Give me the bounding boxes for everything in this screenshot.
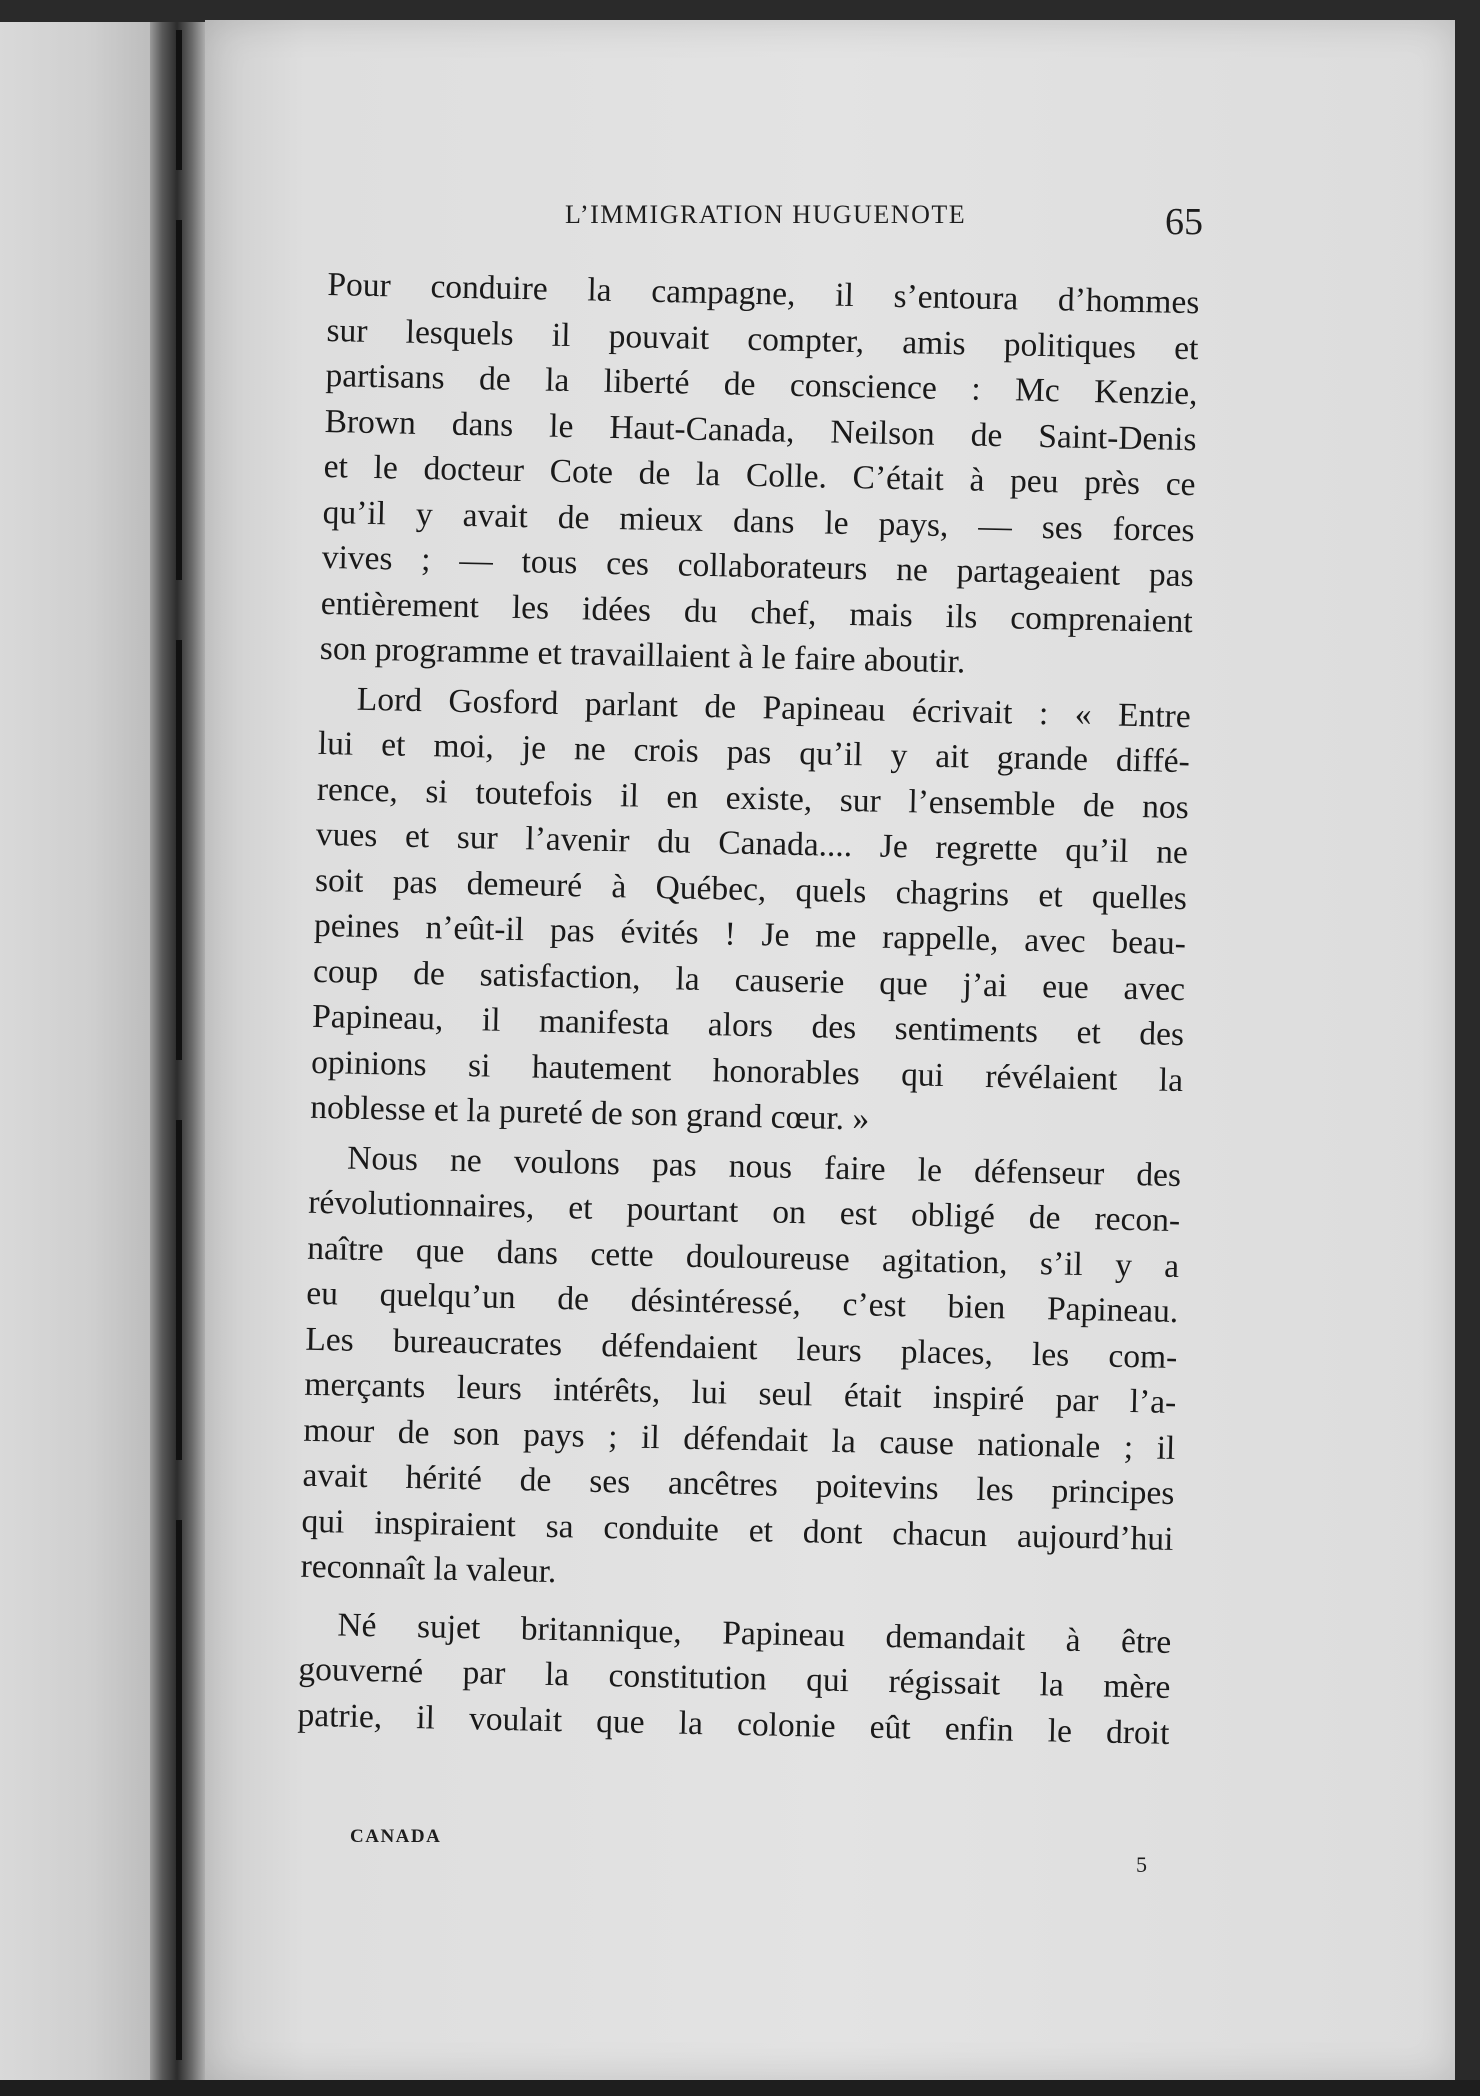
text-line: Nous ne voulons pas nous faire le défenseur des <box>346 1139 1182 1194</box>
text-line: sur lesquels il pouvait compter, amis politiques et <box>326 311 1199 367</box>
text-line: noblesse et la pureté de son grand cœur. » <box>309 1088 870 1138</box>
paragraph <box>310 675 1191 1148</box>
page-number: 65 <box>1165 201 1203 243</box>
text-line: avait hérité de ses ancêtres poitevins les principes <box>302 1456 1175 1512</box>
text-line: soit pas demeuré à Québec, quels chagrins et quelles <box>314 861 1188 917</box>
text-line: Né sujet britannique, Papineau demandait à être <box>337 1606 1172 1661</box>
text-line: Pour conduire la campagne, il s’entoura d’hommes <box>327 265 1200 322</box>
sheet-signature-number: 5 <box>1136 1852 1147 1877</box>
text-line: qu’il y avait de mieux dans le pays, — ses forces <box>322 493 1195 549</box>
facing-page-edge <box>0 0 150 2096</box>
text-line: son programme et travaillaient à le faire aboutir. <box>319 629 966 681</box>
text-line: naître que dans cette douloureuse agitation, s’il y a <box>306 1229 1180 1285</box>
running-head: L’IMMIGRATION HUGUENOTE <box>565 200 967 229</box>
text-line: merçants leurs intérêts, lui seul était inspiré par l’a- <box>304 1365 1177 1422</box>
text-line: et le docteur Cote de la Colle. C’était à peu près ce <box>323 447 1196 504</box>
text-line: qui inspiraient sa conduite et dont chacun aujourd’hui <box>301 1502 1174 1558</box>
text-line: vues et sur l’avenir du Canada.... Je regrette qu’il ne <box>315 815 1189 872</box>
binding-stitch <box>176 640 182 1060</box>
text-line: rence, si toutefois il en existe, sur l’ensemble de nos <box>316 770 1190 826</box>
binding-stitch <box>176 1520 182 2060</box>
scan-top-edge <box>0 0 1480 22</box>
paragraph <box>297 1601 1172 1756</box>
text-line: lui et moi, je ne crois pas qu’il y ait grande diffé- <box>317 724 1191 781</box>
text-line: Lord Gosford parlant de Papineau écrivait : « Entre <box>356 680 1192 735</box>
paragraph <box>300 1134 1181 1607</box>
text-line: peines n’eût-il pas évités ! Je me rappelle, avec beau- <box>313 906 1187 963</box>
text-line: Les bureaucrates défendaient leurs places, les com- <box>305 1320 1178 1376</box>
text-line: gouverné par la constitution qui régissait la mère <box>298 1650 1171 1706</box>
binding-stitch <box>176 1120 182 1460</box>
text-line: partisans de la liberté de conscience : Mc Kenzie, <box>325 356 1198 413</box>
scan-bottom-edge <box>0 2080 1480 2096</box>
text-line: révolutionnaires, et pourtant on est obligé de recon- <box>307 1183 1181 1240</box>
text-line: opinions si hautement honorables qui révélaient la <box>310 1043 1184 1099</box>
body-text <box>297 262 1200 1756</box>
binding-stitch <box>176 30 182 170</box>
text-line: entièrement les idées du chef, mais ils comprenaient <box>320 584 1194 640</box>
printer-signature: CANADA <box>350 1826 442 1847</box>
text-line: Brown dans le Haut-Canada, Neilson de Saint-Denis <box>324 402 1197 458</box>
text-line: reconnaît la valeur. <box>300 1547 557 1591</box>
text-line: eu quelqu’un de désintéressé, c’est bien Papineau. <box>306 1274 1179 1331</box>
paragraph <box>319 262 1199 690</box>
binding-stitch <box>176 220 182 580</box>
text-line: vives ; — tous ces collaborateurs ne partageaient pas <box>321 538 1195 595</box>
text-line: Papineau, il manifesta alors des sentiments et des <box>311 997 1185 1054</box>
text-line: mour de son pays ; il défendait la cause nationale ; il <box>303 1411 1176 1467</box>
scan-right-edge <box>1455 0 1480 2096</box>
text-line: patrie, il voulait que la colonie eût enfin le droit <box>297 1696 1170 1752</box>
text-line: coup de satisfaction, la causerie que j’ai eue avec <box>312 952 1186 1008</box>
